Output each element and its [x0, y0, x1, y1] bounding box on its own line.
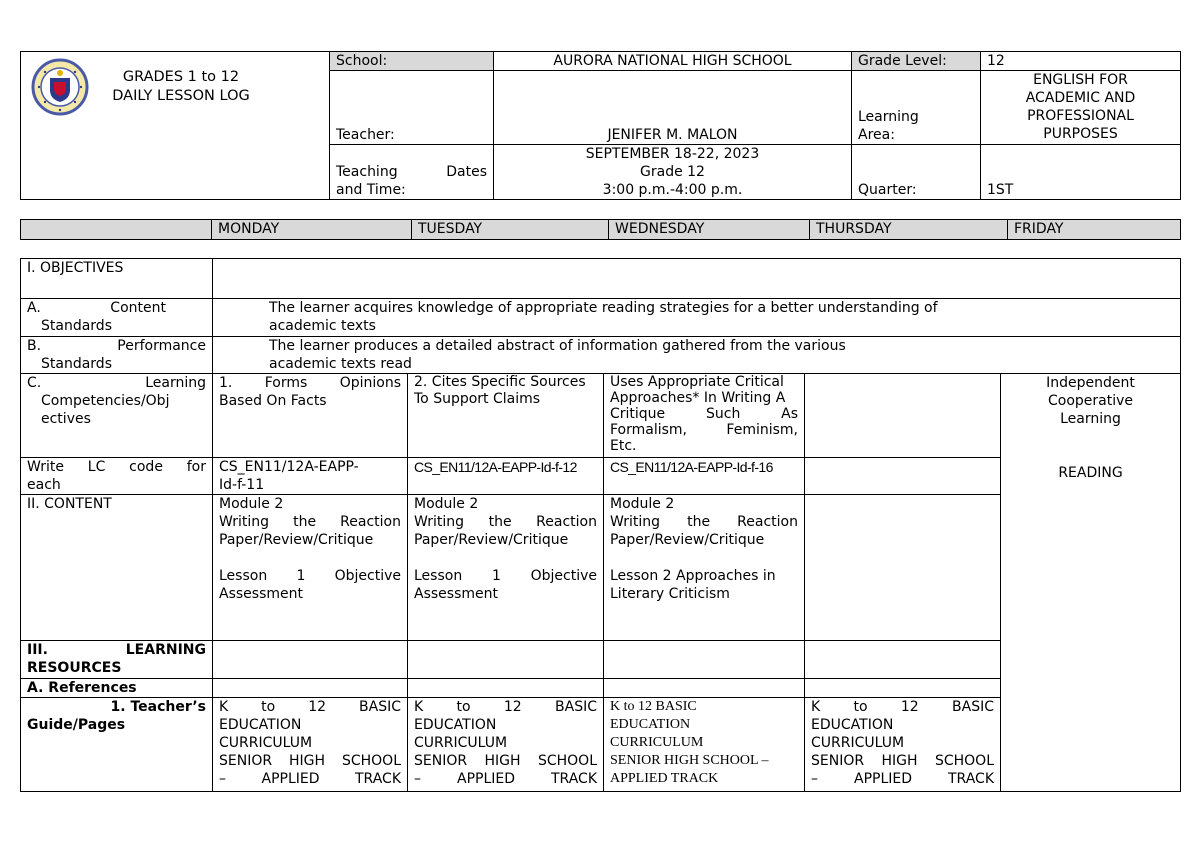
references-tuesday	[408, 679, 604, 698]
resources-tuesday	[408, 641, 604, 679]
performance-standards-text: The learner produces a detailed abstract of information gathered from the various academic texts read	[213, 337, 1181, 374]
school-value: AURORA NATIONAL HIGH SCHOOL	[494, 52, 852, 71]
grade-level-value: 12	[981, 52, 1181, 71]
teachers-guide-monday: K to 12 BASIC EDUCATION CURRICULUM SENIOR HIGH SCHOOL – APPLIED TRACK	[213, 698, 408, 792]
learning-area-value: ENGLISH FOR ACADEMIC AND PROFESSIONAL PURPOSES	[981, 71, 1181, 145]
friday-activity: Independent Cooperative Learning READING	[1001, 374, 1181, 792]
teachers-guide-thursday: K to 12 BASIC EDUCATION CURRICULUM SENIOR HIGH SCHOOL – APPLIED TRACK	[805, 698, 1001, 792]
day-friday: FRIDAY	[1008, 220, 1181, 240]
teachers-guide-label: 1. Teacher’s Guide/Pages	[21, 698, 213, 792]
grade-level-label: Grade Level:	[852, 52, 981, 71]
log-title-line: DAILY LESSON LOG	[112, 88, 250, 104]
objectives-value	[213, 259, 1181, 299]
lc-code-thursday	[805, 458, 1001, 495]
log-title-line: GRADES 1 to 12	[122, 69, 240, 85]
day-thursday: THURSDAY	[810, 220, 1008, 240]
content-monday: Module 2 Writing the Reaction Paper/Review/Critique Lesson 1 Objective Assessment	[213, 495, 408, 641]
teachers-guide-tuesday: K to 12 BASIC EDUCATION CURRICULUM SENIOR HIGH SCHOOL – APPLIED TRACK	[408, 698, 604, 792]
competency-monday: 1. Forms Opinions Based On Facts	[213, 374, 408, 458]
content-tuesday: Module 2 Writing the Reaction Paper/Review/Critique Lesson 1 Objective Assessment	[408, 495, 604, 641]
competency-thursday	[805, 374, 1001, 458]
days-header	[20, 219, 1181, 240]
competency-wednesday: Uses Appropriate Critical Approaches* In Writing A Critique Such As Formalism, Feminism, Etc.	[604, 374, 805, 458]
deped-seal-icon	[31, 58, 89, 116]
header-table	[20, 51, 1181, 200]
content-thursday	[805, 495, 1001, 641]
lc-code-monday: CS_EN11/12A-EAPP- Id-f-11	[213, 458, 408, 495]
competencies-label: C. Learning Competencies/Obj ectives	[21, 374, 213, 458]
quarter-value: 1ST	[981, 145, 1181, 200]
teaching-dates-value: SEPTEMBER 18-22, 2023 Grade 12 3:00 p.m.-4:00 p.m.	[494, 145, 852, 200]
references-thursday	[805, 679, 1001, 698]
lc-code-tuesday: CS_EN11/12A-EAPP-Id-f-12	[408, 458, 604, 495]
content-wednesday: Module 2 Writing the Reaction Paper/Review/Critique Lesson 2 Approaches in Literary Criticism	[604, 495, 805, 641]
competency-tuesday: 2. Cites Specific Sources To Support Claims	[408, 374, 604, 458]
performance-standards-label: B. Performance Standards	[21, 337, 213, 374]
quarter-label: Quarter:	[852, 145, 981, 200]
references-monday	[213, 679, 408, 698]
days-blank-cell	[21, 220, 212, 240]
references-wednesday	[604, 679, 805, 698]
resources-wednesday	[604, 641, 805, 679]
objectives-label: I. OBJECTIVES	[21, 259, 213, 299]
resources-thursday	[805, 641, 1001, 679]
lesson-log-table	[20, 258, 1181, 792]
lc-code-label: Write LC code for each	[21, 458, 213, 495]
learning-resources-label: III. LEARNING RESOURCES	[21, 641, 213, 679]
day-tuesday: TUESDAY	[412, 220, 609, 240]
teaching-dates-label: Teaching Dates and Time:	[330, 145, 494, 200]
teacher-label: Teacher:	[330, 71, 494, 145]
content-label: II. CONTENT	[21, 495, 213, 641]
lc-code-wednesday: CS_EN11/12A-EAPP-Id-f-16	[604, 458, 805, 495]
teacher-value: JENIFER M. MALON	[494, 71, 852, 145]
school-label: School:	[330, 52, 494, 71]
logo-cell	[21, 52, 330, 200]
resources-monday	[213, 641, 408, 679]
lesson-log-title	[91, 68, 271, 106]
teachers-guide-wednesday: K to 12 BASIC EDUCATION CURRICULUM SENIOR HIGH SCHOOL – APPLIED TRACK	[604, 698, 805, 792]
references-label: A. References	[21, 679, 213, 698]
day-monday: MONDAY	[212, 220, 412, 240]
learning-area-label: Learning Area:	[852, 71, 981, 145]
content-standards-text: The learner acquires knowledge of appropriate reading strategies for a better understanding of academic texts	[213, 299, 1181, 337]
content-standards-label: A. Content Standards	[21, 299, 213, 337]
day-wednesday: WEDNESDAY	[609, 220, 810, 240]
